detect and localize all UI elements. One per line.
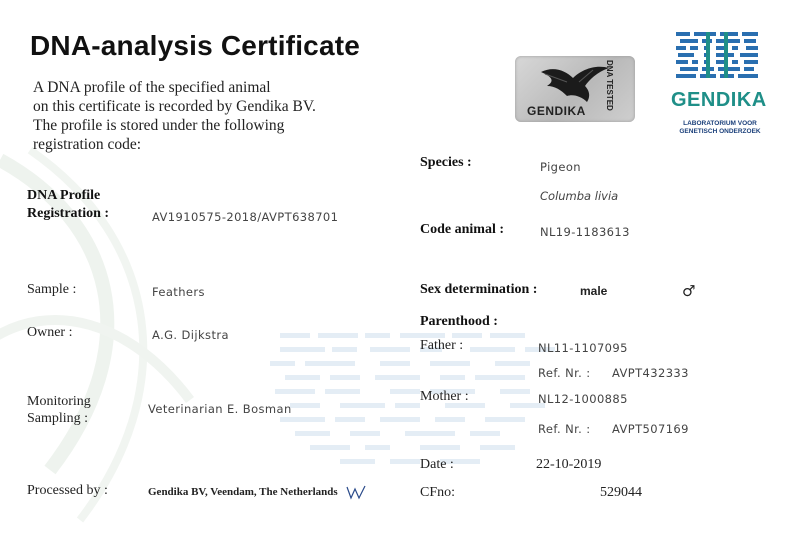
mother-ref-value: AVPT507169 <box>612 422 689 436</box>
code-animal-value: NL19-1183613 <box>540 225 630 239</box>
parenthood-label: Parenthood : <box>420 314 498 329</box>
owner-value: A.G. Dijkstra <box>152 328 229 342</box>
father-value: NL11-1107095 <box>538 341 628 355</box>
species-latin: Columba livia <box>540 189 619 203</box>
processed-label: Processed by : <box>27 483 108 498</box>
certificate-intro: A DNA profile of the specified animal on this certificate is recorded by Gendika BV. The profile is stored under the following registration code: <box>33 79 316 153</box>
mother-value: NL12-1000885 <box>538 392 628 406</box>
mother-label: Mother : <box>420 389 469 404</box>
sampling-label: Sampling : <box>27 411 89 426</box>
date-label: Date : <box>420 457 454 472</box>
brand-name: GENDIKA <box>671 89 767 111</box>
monitoring-label: Monitoring <box>27 394 91 409</box>
signature-mark <box>346 484 368 500</box>
monitoring-value: Veterinarian E. Bosman <box>148 402 292 416</box>
badge-label: GENDIKA <box>527 104 586 118</box>
species-value: Pigeon <box>540 160 581 174</box>
badge-side-text: DNA TESTED <box>605 60 614 111</box>
father-ref-value: AVPT432333 <box>612 366 689 380</box>
dna-profile-label: DNA Profile <box>27 188 101 203</box>
sample-label: Sample : <box>27 282 77 297</box>
male-icon: ♂ <box>682 282 696 300</box>
brand-tagline: LABORATORIUM VOOR GENETISCH ONDERZOEK <box>679 120 761 135</box>
species-label: Species : <box>420 155 472 170</box>
cfno-label: CFno: <box>420 485 456 500</box>
sex-value: male <box>580 284 608 298</box>
gendika-logo-icon <box>676 30 760 88</box>
processed-value: Gendika BV, Veendam, The Netherlands <box>148 486 338 498</box>
owner-label: Owner : <box>27 325 73 340</box>
registration-label: Registration : <box>27 206 110 221</box>
father-label: Father : <box>420 338 464 353</box>
code-animal-label: Code animal : <box>420 222 504 237</box>
mother-ref-label: Ref. Nr. : <box>538 422 591 436</box>
father-ref-label: Ref. Nr. : <box>538 366 591 380</box>
sample-value: Feathers <box>152 285 205 299</box>
sex-label: Sex determination : <box>420 282 538 297</box>
cfno-value: 529044 <box>600 485 642 500</box>
certificate-title: DNA-analysis Certificate <box>30 30 361 61</box>
registration-value: AV1910575-2018/AVPT638701 <box>152 210 339 224</box>
date-value: 22-10-2019 <box>536 457 602 472</box>
pigeon-icon <box>533 60 613 106</box>
